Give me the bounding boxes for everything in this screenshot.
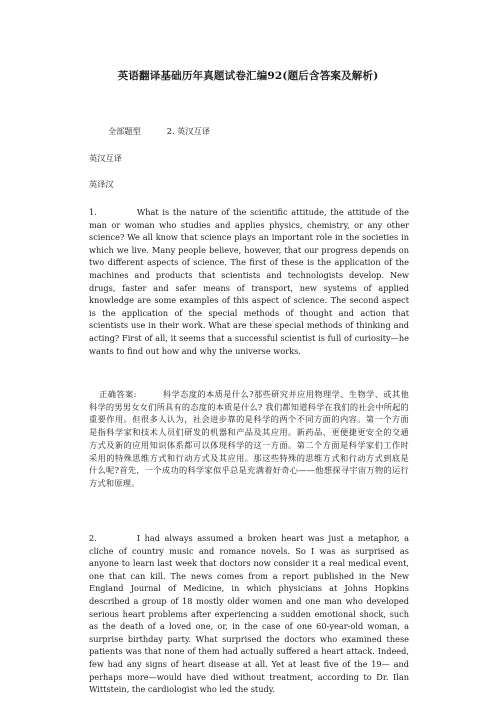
question-2-text: I had always assumed a broken heart was just a metaphor, a cliche of country music and romance novels. So I was as surprised as anyone to learn last week that doctors now consider it a real medical event, one that can kill. The news comes from a report published in the New England Journal of Medicine, in which physicians at Johns Hopkins described a group of 18 mostly older women and one man who developed serious heart problems after experiencing a sudden emotional shock, such as the death of a loved one, or, in the case of one 60-year-old woman, a surprise birthday party. What surprised the doctors who examined these patients was that none of them had actually suffered a heart attack. Indeed, few had any signs of heart disease at all. Yet at least five of the 19— and perhaps more—would have died without treatment, according to Dr. Ilan Wittstein, the cardiologist who led the study.: [89, 533, 409, 695]
section-heading: 英汉互译: [89, 153, 122, 163]
subheading: 英译汉: [89, 179, 114, 189]
document-title: 英语翻译基础历年真题试卷汇编92(题后含答案及解析): [117, 70, 379, 82]
answer-text: 科学态度的本质是什么?那些研究并应用物理学、生物学、或其他科学的男男女女们所具有的态度的本质是什么? 我们都知道科学在我们的社会中所起的重要作用。但很多人认为，社会进步靠的是科学的两个不同方面的内容。第一个方面是指科学家和技术人员们研发的机器和产品及其应用。新药品、更便捷更安全的交通方式及新的应用知识体系都可以体现科学的这一方面。第二个方面是科学家们工作时采用的特殊思维方式和行动方式及其应用。那这些特殊的思维方式和行动方式到底是什么呢?首先，一个成功的科学家似乎总是充满着好奇心——他想探寻宇宙万物的运行方式和原理。: [89, 389, 410, 488]
section-label: 2. 英汉互译: [166, 126, 210, 136]
answer-block: [89, 388, 409, 490]
question-2-number: 2.: [89, 533, 97, 543]
answer-label: 正确答案:: [99, 389, 137, 399]
question-1: [89, 206, 409, 357]
question-2: [89, 532, 409, 696]
question-1-number: 1.: [89, 207, 97, 217]
question-scope: [108, 126, 210, 137]
question-1-text: What is the nature of the scientific attitude, the attitude of the man or woman who studies and applies physics, chemistry, or any other science? We all know that science plays an important role in the societies in which we live. Many people believe, however, that our progress depends on two different aspects of science. The first of these is the application of the machines and products that scientists and technologists develop. New drugs, faster and safer means of transport, new systems of applied knowledge are some examples of this aspect of science. The second aspect is the application of the special methods of thought and action that scientists use in their work. What are these special methods of thinking and acting? First of all, it seems that a successful scientist is full of curiosity—he wants to find out how and why the universe works.: [89, 207, 409, 356]
scope-label: 全部题型: [108, 126, 141, 136]
